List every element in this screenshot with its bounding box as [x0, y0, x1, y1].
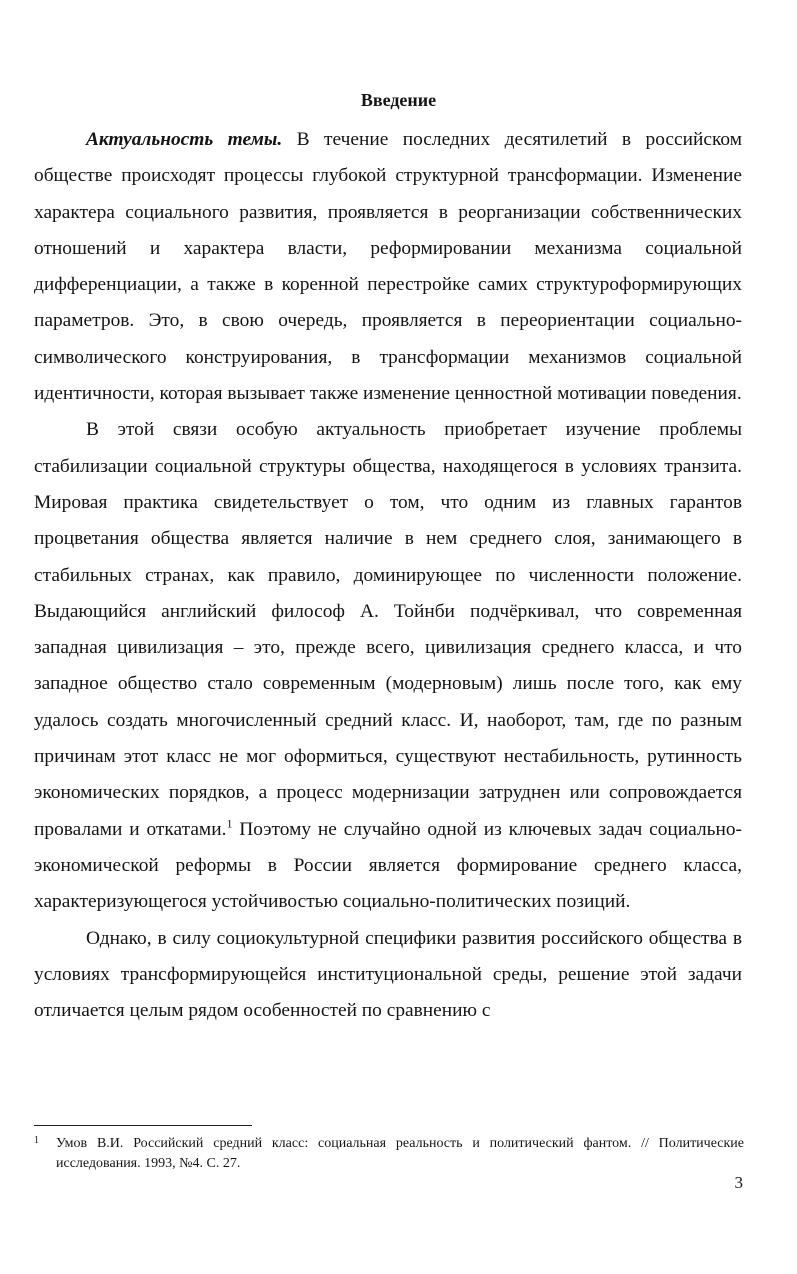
paragraph-text: В течение последних десятилетий в российском обществе происходят процессы глубокой структурной трансформации. Изменение характера социального развития, проявляется в реорганизации собственнических отношений и характера власти, реформировании механизма социальной дифференциации, а также в коренной перестройке самих структуроформирующих параметров. Это, в свою очередь, проявляется в переориентации социально-символического конструирования, в трансформации механизмов социальной идентичности, которая вызывает также изменение ценностной мотивации поведения. [34, 129, 742, 405]
footnote-mark: 1 [34, 1135, 39, 1146]
section-title: Введение [360, 90, 437, 110]
paragraph-specifics [34, 921, 742, 1030]
paragraph-text-continued: Поэтому не случайно одной из ключевых задач социально-экономической реформы в России является формирование среднего класса, характеризующегося устойчивостью социально-политических позиций. [34, 818, 742, 913]
footnote-reference: 1 [226, 816, 233, 831]
page-number: 3 [734, 1173, 743, 1192]
paragraph-relevance [34, 122, 742, 412]
paragraph-lead: Актуальность темы. [86, 129, 283, 150]
paragraph-text: Однако, в силу социокультурной специфики развития российского общества в условиях трансформирующейся институциональной среды, решение этой задачи отличается целым рядом особенностей по сравнению с [34, 927, 742, 1022]
footnote-divider [34, 1125, 252, 1126]
paragraph-text: В этой связи особую актуальность приобретает изучение проблемы стабилизации социальной структуры общества, находящегося в условиях транзита. Мировая практика свидетельствует о том, что одним из главных гарантов процветания общества является наличие в нем среднего слоя, занимающего в стабильных странах, как правило, доминирующее по численности положение. Выдающийся английский философ А. Тойнби подчёркивал, что современная западная цивилизация – это, прежде всего, цивилизация среднего класса, и что западное общество стало современным (модерновым) лишь после того, как ему удалось создать многочисленный средний класс. И, наоборот, там, где по разным причинам этот класс не мог оформиться, существуют нестабильность, рутинность экономических порядков, а процесс модернизации затруднен или сопровождается провалами и откатами. [34, 419, 742, 840]
paragraph-middle-class [34, 412, 742, 920]
body-text [34, 122, 742, 1029]
footnote [34, 1134, 744, 1174]
footnote-text: Умов В.И. Российский средний класс: социальная реальность и политический фантом. // Политические исследования. 1993, №4. С. 27. [56, 1136, 744, 1171]
